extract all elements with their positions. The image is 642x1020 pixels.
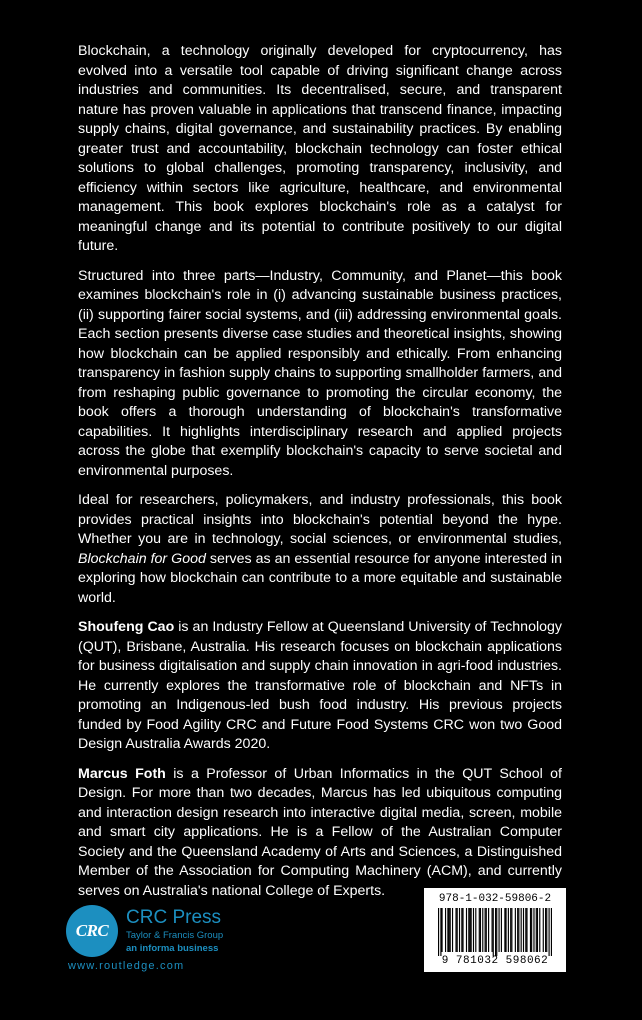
barcode-bar (523, 908, 524, 952)
barcode-bar (533, 908, 534, 952)
barcode-bar (466, 908, 467, 952)
barcode-bar (488, 908, 489, 952)
back-cover-text (78, 42, 562, 911)
author-bio-1 (78, 618, 562, 755)
description-paragraph-2: Structured into three parts—Industry, Community, and Planet—this book examines blockchain's role in (i) advancing sustainable business practices, (ii) supporting fairer social systems, and (iii) addressing environmental goals. Each section presents diverse case studies and theoretical insights, showing how blockchain can be applied responsibly and ethically. From enhancing transparency in fashion supply chains to supporting smallholder farmers, and from reshaping public governance to promoting the circular economy, the book offers a thorough understanding of blockchain's transformative capabilities. It highlights interdisciplinary research and applied projects across the globe that exemplify blockchain's capacity to serve societal and environmental purposes. (78, 267, 562, 479)
crc-logo-mark: CRC (75, 921, 109, 940)
description-paragraph-1: Blockchain, a technology originally developed for cryptocurrency, has evolved into a versatile tool capable of driving significant change across industries and communities. Its decentralised, secure, and transparent nature has proven valuable in applications that transcend finance, impacting supply chains, digital governance, and sustainability practices. By enabling greater trust and accountability, blockchain technology can foster ethical solutions to global challenges, promoting transparency, inclusivity, and efficiency within sectors like agriculture, healthcare, and environmental management. This book explores blockchain's role as a catalyst for meaningful change and its potential to contribute positively to our digital future. (78, 43, 562, 254)
barcode-bar (445, 908, 446, 952)
barcode-bar (515, 908, 516, 952)
barcode-bar (459, 908, 460, 952)
publisher-name: CRC Press (126, 907, 222, 928)
barcode-bar (501, 908, 502, 952)
barcode-bar (543, 908, 544, 952)
barcode-bar (551, 908, 552, 956)
author-name-1: Shoufeng Cao (78, 619, 175, 635)
barcode-bar (510, 908, 511, 952)
barcode-bar (448, 908, 449, 952)
barcode-bar (462, 908, 463, 952)
barcode-bar (539, 908, 540, 952)
barcode-bar (438, 908, 439, 956)
barcode-bar (447, 908, 448, 952)
publisher-logo (66, 905, 246, 975)
author-name-2: Marcus Foth (78, 765, 166, 782)
author-bio-2 (78, 765, 562, 902)
barcode-bar (441, 908, 442, 952)
barcode-number: 9 781032 598062 (441, 955, 549, 967)
barcode-bar (549, 908, 550, 956)
barcode-bar (485, 908, 486, 952)
barcode-bar (468, 908, 469, 952)
barcode-bar (505, 908, 506, 952)
publisher-group: Taylor & Francis Group (126, 930, 224, 941)
barcode-bar (455, 908, 456, 952)
description-paragraph-3 (78, 491, 562, 608)
barcode-bar (452, 908, 453, 952)
barcode-bar (498, 908, 499, 952)
barcode-bar (530, 908, 531, 952)
publisher-tagline: an informa business (126, 943, 219, 954)
barcode-bar (479, 908, 480, 952)
publisher-url: www.routledge.com (68, 960, 185, 972)
barcode-bar (525, 908, 526, 952)
book-title: Blockchain for Good (78, 550, 206, 567)
description-paragraph-3-lead: Ideal for researchers, policymakers, and industry professionals, this book provides practical insights into blockchain's potential beyond the hype. Whether you are in technology, social sciences, or environmental studies, (78, 492, 562, 547)
barcode-bar (461, 908, 462, 952)
barcode-bar (537, 908, 538, 952)
barcode-bar (471, 908, 472, 952)
author-bio-text-1: is an Industry Fellow at Queensland University of Technology (QUT), Brisbane, Australia. His research focuses on blockchain applications for business digitalisation and supply chain innovation in agri-food industries. He currently explores the transformative role of blockchain and NFTs in promoting an Indigenous-led bush food industry. His previous projects funded by Food Agility CRC and Future Food Systems CRC won two Good Design Australia Awards 2020. (78, 619, 562, 752)
barcode-bar (518, 908, 519, 952)
barcode-bar (526, 908, 527, 952)
barcode-bar (504, 908, 505, 952)
barcode-bar (492, 908, 493, 952)
barcode-bar (450, 908, 451, 952)
barcode-bar (482, 908, 483, 952)
barcode-bar (511, 908, 512, 952)
barcode-bar (521, 908, 522, 952)
barcode-bar (473, 908, 474, 952)
barcode-bar (508, 908, 509, 952)
barcode-bar (545, 908, 546, 952)
barcode-bar (531, 908, 532, 952)
barcode-bar (493, 908, 494, 956)
barcode-bar (517, 908, 518, 952)
description-paragraph-3-tail: serves as an essential resource for anyone interested in exploring how blockchain can contribute to a more equitable and sustainable world. (78, 550, 562, 606)
barcode-bar (486, 908, 487, 952)
barcode-bar (469, 908, 470, 952)
barcode-bar (496, 908, 497, 956)
barcode-bar (536, 908, 537, 952)
barcode-bar (546, 908, 547, 952)
barcode-bar (457, 908, 458, 952)
barcode-bar (440, 908, 441, 956)
isbn-label: 978-1-032-59806-2 (438, 893, 552, 905)
crc-logo-icon (66, 905, 118, 957)
barcode-bar (495, 908, 496, 956)
barcode-bar (480, 908, 481, 952)
author-bio-text-2: is a Professor of Urban Informatics in the QUT School of Design. For more than two decades, Marcus has led ubiquitous computing and interaction design research into interactive digital media, screen, mobile and smart city applications. He is a Fellow of the Australian Computer Society and the Queensland Academy of Arts and Sciences, a Distinguished Member of the Association for Computing Machinery (ACM), and currently serves on Australia's national College of Experts. (78, 765, 563, 899)
barcode-bars (438, 908, 552, 956)
barcode-bar (475, 908, 476, 952)
isbn-barcode (423, 887, 567, 973)
